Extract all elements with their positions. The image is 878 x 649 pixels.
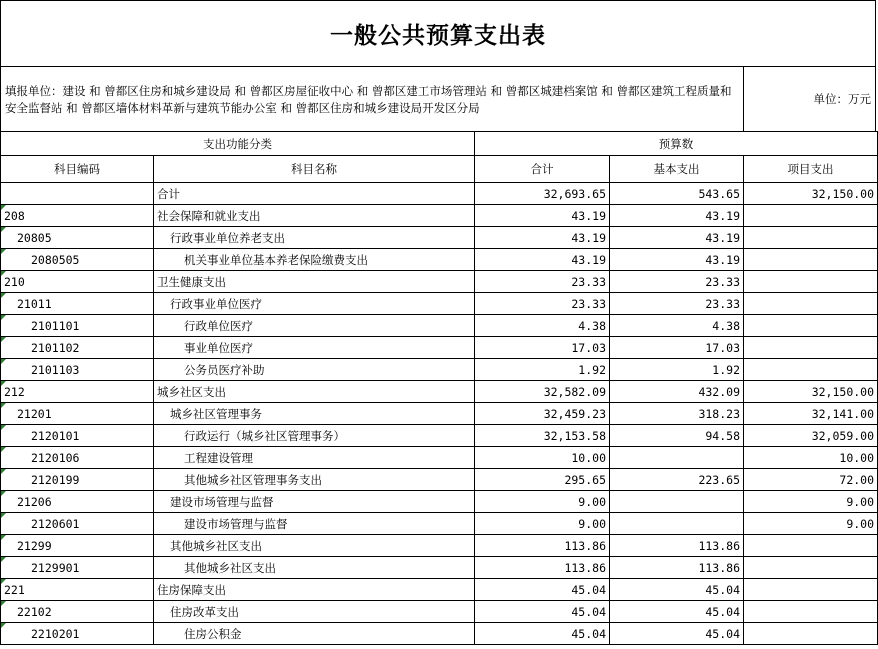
cell-total-value: 10.00: [571, 450, 606, 465]
header-project[interactable]: 项目支出: [744, 156, 878, 183]
cell-total[interactable]: [475, 403, 610, 425]
cell-code-value: 2120101: [31, 428, 80, 443]
cell-total[interactable]: [475, 447, 610, 469]
cell-project[interactable]: [744, 491, 878, 513]
cell-code[interactable]: [1, 381, 154, 403]
cell-total[interactable]: [475, 293, 610, 315]
cell-code-value: 208: [4, 208, 25, 223]
cell-code[interactable]: [1, 469, 154, 491]
cell-name[interactable]: [154, 557, 475, 579]
expenditure-table: [0, 131, 878, 645]
cell-total[interactable]: [475, 381, 610, 403]
cell-total-value: 113.86: [564, 560, 606, 575]
table-row: [1, 535, 878, 557]
cell-code[interactable]: [1, 425, 154, 447]
cell-code-value: 212: [4, 384, 25, 399]
cell-name[interactable]: [154, 469, 475, 491]
cell-name-value: 住房保障支出: [157, 582, 226, 597]
cell-name[interactable]: [154, 425, 475, 447]
cell-total[interactable]: [475, 623, 610, 645]
cell-name-value: 工程建设管理: [184, 450, 253, 465]
cell-total[interactable]: [475, 337, 610, 359]
cell-project[interactable]: [744, 359, 878, 381]
cell-project-value: 32,059.00: [811, 428, 875, 443]
cell-basic-value: 17.03: [705, 340, 740, 355]
cell-basic-value: 43.19: [705, 252, 740, 267]
cell-name-value: 建设市场管理与监督: [184, 516, 288, 531]
cell-name[interactable]: [154, 601, 475, 623]
cell-project-value: 32,141.00: [811, 406, 875, 421]
cell-name[interactable]: [154, 337, 475, 359]
table-body: [1, 132, 878, 645]
cell-name-value: 城乡社区支出: [157, 384, 226, 399]
cell-name[interactable]: [154, 535, 475, 557]
cell-code-value: 2120106: [31, 450, 80, 465]
cell-code-value: 2129901: [31, 560, 80, 575]
cell-comment-marker-icon: [1, 293, 6, 298]
cell-code[interactable]: [1, 623, 154, 645]
cell-project[interactable]: [744, 623, 878, 645]
table-row: [1, 359, 878, 381]
cell-total[interactable]: [475, 513, 610, 535]
cell-total[interactable]: [475, 425, 610, 447]
cell-code[interactable]: [1, 601, 154, 623]
cell-comment-marker-icon: [1, 469, 6, 474]
cell-comment-marker-icon: [1, 403, 6, 408]
cell-project[interactable]: [744, 535, 878, 557]
cell-basic[interactable]: [610, 271, 744, 293]
cell-code[interactable]: [1, 271, 154, 293]
reporting-unit-cell[interactable]: [0, 66, 744, 132]
cell-name-value: 机关事业单位基本养老保险缴费支出: [184, 252, 368, 267]
cell-comment-marker-icon: [1, 579, 6, 584]
cell-name-value: 事业单位医疗: [184, 340, 253, 355]
cell-total-value: 9.00: [578, 494, 606, 509]
reporting-unit-text: 填报单位：建设 和 曾都区住房和城乡建设局 和 曾都区房屋征收中心 和 曾都区建工市场管理站 和 曾都区城建档案馆 和 曾都区建筑工程质量和安全监督站 和 曾都区墙体材料革新与建筑节能办公室 和 曾都区住房和城乡建设局开发区分局: [5, 84, 732, 115]
cell-name-value: 行政事业单位养老支出: [170, 230, 285, 245]
cell-name[interactable]: [154, 271, 475, 293]
cell-comment-marker-icon: [1, 535, 6, 540]
cell-total[interactable]: [475, 249, 610, 271]
cell-name-value: 其他城乡社区支出: [184, 560, 276, 575]
cell-project[interactable]: [744, 249, 878, 271]
cell-code[interactable]: [1, 293, 154, 315]
cell-name[interactable]: [154, 403, 475, 425]
cell-name-value: 行政单位医疗: [184, 318, 253, 333]
cell-name-value: 建设市场管理与监督: [170, 494, 274, 509]
cell-project[interactable]: [744, 183, 878, 205]
cell-project[interactable]: [744, 425, 878, 447]
cell-total[interactable]: [475, 205, 610, 227]
cell-code[interactable]: [1, 513, 154, 535]
cell-project[interactable]: [744, 381, 878, 403]
cell-project-value: 72.00: [839, 472, 875, 487]
cell-basic-value: 1.92: [712, 362, 740, 377]
cell-name[interactable]: [154, 183, 475, 205]
header-code[interactable]: 科目编码: [1, 156, 154, 183]
cell-total-value: 113.86: [564, 538, 606, 553]
cell-basic-value: 45.04: [705, 604, 740, 619]
cell-code[interactable]: [1, 249, 154, 271]
cell-basic[interactable]: [610, 381, 744, 403]
cell-total[interactable]: [475, 227, 610, 249]
cell-name-value: 卫生健康支出: [157, 274, 226, 289]
cell-basic-value: 23.33: [705, 296, 740, 311]
cell-basic[interactable]: [610, 557, 744, 579]
cell-total-value: 32,693.65: [543, 186, 606, 201]
cell-basic[interactable]: [610, 535, 744, 557]
header-row-group: [1, 132, 878, 156]
unit-text: 单位：万元: [813, 92, 871, 106]
cell-basic[interactable]: [610, 469, 744, 491]
cell-comment-marker-icon: [1, 271, 6, 276]
cell-project-value: 10.00: [839, 450, 875, 465]
header-basic[interactable]: 基本支出: [610, 156, 744, 183]
cell-name-value: 住房改革支出: [170, 604, 239, 619]
cell-code-value: 2120199: [31, 472, 80, 487]
cell-comment-marker-icon: [1, 447, 6, 452]
cell-comment-marker-icon: [1, 337, 6, 342]
cell-code[interactable]: [1, 315, 154, 337]
cell-total-value: 295.65: [564, 472, 606, 487]
cell-comment-marker-icon: [1, 227, 6, 232]
cell-comment-marker-icon: [1, 425, 6, 430]
cell-project[interactable]: [744, 557, 878, 579]
cell-basic[interactable]: [610, 227, 744, 249]
cell-code-value: 20805: [17, 230, 52, 245]
cell-name[interactable]: [154, 227, 475, 249]
cell-code[interactable]: [1, 205, 154, 227]
cell-project[interactable]: [744, 469, 878, 491]
table-row: [1, 337, 878, 359]
cell-name-value: 合计: [157, 186, 180, 201]
cell-code-value: 2120601: [31, 516, 80, 531]
cell-code[interactable]: [1, 183, 154, 205]
cell-comment-marker-icon: [1, 557, 6, 562]
cell-basic[interactable]: [610, 205, 744, 227]
cell-total-value: 9.00: [578, 516, 606, 531]
cell-basic[interactable]: [610, 293, 744, 315]
table-row: [1, 293, 878, 315]
header-total[interactable]: 合计: [475, 156, 610, 183]
cell-comment-marker-icon: [1, 623, 6, 628]
cell-basic-value: 94.58: [705, 428, 740, 443]
cell-name-value: 住房公积金: [184, 626, 242, 641]
header-function-class[interactable]: 支出功能分类: [1, 132, 475, 156]
title-cell[interactable]: [0, 0, 876, 67]
table-row: [1, 623, 878, 645]
cell-total[interactable]: [475, 183, 610, 205]
cell-basic[interactable]: [610, 359, 744, 381]
cell-comment-marker-icon: [1, 513, 6, 518]
cell-basic[interactable]: [610, 513, 744, 535]
cell-code[interactable]: [1, 557, 154, 579]
table-row: [1, 513, 878, 535]
table-row: [1, 403, 878, 425]
cell-basic[interactable]: [610, 403, 744, 425]
cell-basic[interactable]: [610, 315, 744, 337]
cell-name[interactable]: [154, 579, 475, 601]
cell-project[interactable]: [744, 227, 878, 249]
cell-code-value: 2101103: [31, 362, 80, 377]
cell-comment-marker-icon: [1, 249, 6, 254]
cell-code[interactable]: [1, 535, 154, 557]
cell-name[interactable]: [154, 315, 475, 337]
cell-name[interactable]: [154, 359, 475, 381]
table-row: [1, 447, 878, 469]
cell-total-value: 32,459.23: [543, 406, 606, 421]
table-row: [1, 205, 878, 227]
table-row: [1, 425, 878, 447]
cell-project[interactable]: [744, 271, 878, 293]
cell-basic-value: 45.04: [705, 626, 740, 641]
cell-basic-value: 543.65: [698, 186, 740, 201]
cell-total-value: 45.04: [571, 582, 606, 597]
table-row: [1, 579, 878, 601]
cell-name[interactable]: [154, 623, 475, 645]
header-budget[interactable]: 预算数: [475, 132, 878, 156]
cell-total[interactable]: [475, 271, 610, 293]
cell-project[interactable]: [744, 513, 878, 535]
cell-total[interactable]: [475, 359, 610, 381]
cell-code-value: 21201: [17, 406, 52, 421]
table-row: [1, 271, 878, 293]
cell-basic-value: 113.86: [698, 560, 740, 575]
cell-basic-value: 43.19: [705, 230, 740, 245]
cell-total[interactable]: [475, 579, 610, 601]
table-row: [1, 469, 878, 491]
cell-basic-value: 113.86: [698, 538, 740, 553]
cell-basic[interactable]: [610, 601, 744, 623]
cell-basic-value: 45.04: [705, 582, 740, 597]
table-row: [1, 557, 878, 579]
cell-name-value: 社会保障和就业支出: [157, 208, 261, 223]
cell-code-value: 22102: [17, 604, 52, 619]
cell-total-value: 43.19: [571, 252, 606, 267]
cell-comment-marker-icon: [1, 315, 6, 320]
cell-name[interactable]: [154, 249, 475, 271]
cell-basic-value: 223.65: [698, 472, 740, 487]
cell-basic[interactable]: [610, 337, 744, 359]
cell-project-value: 9.00: [846, 494, 875, 509]
cell-code-value: 21206: [17, 494, 52, 509]
cell-total[interactable]: [475, 557, 610, 579]
cell-code-value: 21299: [17, 538, 52, 553]
page-title: 一般公共预算支出表: [330, 22, 546, 49]
cell-total[interactable]: [475, 491, 610, 513]
cell-code-value: 2210201: [31, 626, 80, 641]
cell-name[interactable]: [154, 205, 475, 227]
cell-basic-value: 432.09: [698, 384, 740, 399]
cell-name-value: 城乡社区管理事务: [170, 406, 262, 421]
cell-name[interactable]: [154, 491, 475, 513]
cell-project[interactable]: [744, 403, 878, 425]
table-row: [1, 491, 878, 513]
cell-basic-value: 23.33: [705, 274, 740, 289]
cell-total[interactable]: [475, 535, 610, 557]
cell-comment-marker-icon: [1, 601, 6, 606]
cell-basic[interactable]: [610, 183, 744, 205]
cell-name[interactable]: [154, 293, 475, 315]
cell-name-value: 公务员医疗补助: [184, 362, 265, 377]
cell-name-value: 行政事业单位医疗: [170, 296, 262, 311]
cell-code-value: 21011: [17, 296, 52, 311]
cell-total[interactable]: [475, 315, 610, 337]
cell-code[interactable]: [1, 337, 154, 359]
cell-total-value: 43.19: [571, 230, 606, 245]
cell-total-value: 32,582.09: [543, 384, 606, 399]
cell-basic-value: 318.23: [698, 406, 740, 421]
cell-total-value: 17.03: [571, 340, 606, 355]
cell-name[interactable]: [154, 513, 475, 535]
cell-total-value: 1.92: [578, 362, 606, 377]
cell-project[interactable]: [744, 293, 878, 315]
cell-name-value: 行政运行（城乡社区管理事务）: [184, 428, 345, 443]
cell-comment-marker-icon: [1, 381, 6, 386]
cell-project[interactable]: [744, 579, 878, 601]
cell-code[interactable]: [1, 447, 154, 469]
cell-total-value: 32,153.58: [543, 428, 606, 443]
table-row: [1, 315, 878, 337]
cell-basic[interactable]: [610, 447, 744, 469]
header-row-columns: [1, 156, 878, 183]
cell-name[interactable]: [154, 381, 475, 403]
cell-code[interactable]: [1, 227, 154, 249]
cell-name[interactable]: [154, 447, 475, 469]
cell-total-value: 23.33: [571, 274, 606, 289]
unit-cell[interactable]: [743, 66, 876, 132]
cell-project-value: 32,150.00: [811, 384, 875, 399]
cell-name-value: 其他城乡社区管理事务支出: [184, 472, 322, 487]
cell-code-value: 210: [4, 274, 25, 289]
cell-basic[interactable]: [610, 579, 744, 601]
cell-basic[interactable]: [610, 623, 744, 645]
cell-comment-marker-icon: [1, 359, 6, 364]
cell-project[interactable]: [744, 447, 878, 469]
cell-project[interactable]: [744, 337, 878, 359]
cell-total-value: 23.33: [571, 296, 606, 311]
cell-code-value: 221: [4, 582, 25, 597]
header-name[interactable]: 科目名称: [154, 156, 475, 183]
cell-code-value: 2101102: [31, 340, 80, 355]
cell-code[interactable]: [1, 359, 154, 381]
cell-comment-marker-icon: [1, 491, 6, 496]
cell-total-value: 43.19: [571, 208, 606, 223]
cell-basic-value: 4.38: [712, 318, 740, 333]
table-row: [1, 183, 878, 205]
cell-total[interactable]: [475, 601, 610, 623]
cell-project-value: 9.00: [846, 516, 875, 531]
cell-code-value: 2080505: [31, 252, 80, 267]
cell-code[interactable]: [1, 403, 154, 425]
cell-total-value: 45.04: [571, 604, 606, 619]
cell-comment-marker-icon: [1, 205, 6, 210]
cell-basic[interactable]: [610, 425, 744, 447]
cell-total[interactable]: [475, 469, 610, 491]
cell-code-value: 2101101: [31, 318, 80, 333]
cell-basic[interactable]: [610, 491, 744, 513]
cell-project[interactable]: [744, 205, 878, 227]
cell-project-value: 32,150.00: [811, 186, 875, 201]
cell-code[interactable]: [1, 579, 154, 601]
cell-project[interactable]: [744, 315, 878, 337]
cell-total-value: 45.04: [571, 626, 606, 641]
table-row: [1, 381, 878, 403]
cell-basic-value: 43.19: [705, 208, 740, 223]
cell-basic[interactable]: [610, 249, 744, 271]
cell-project[interactable]: [744, 601, 878, 623]
cell-total-value: 4.38: [578, 318, 606, 333]
table-row: [1, 249, 878, 271]
table-row: [1, 601, 878, 623]
table-row: [1, 227, 878, 249]
cell-name-value: 其他城乡社区支出: [170, 538, 262, 553]
cell-code[interactable]: [1, 491, 154, 513]
